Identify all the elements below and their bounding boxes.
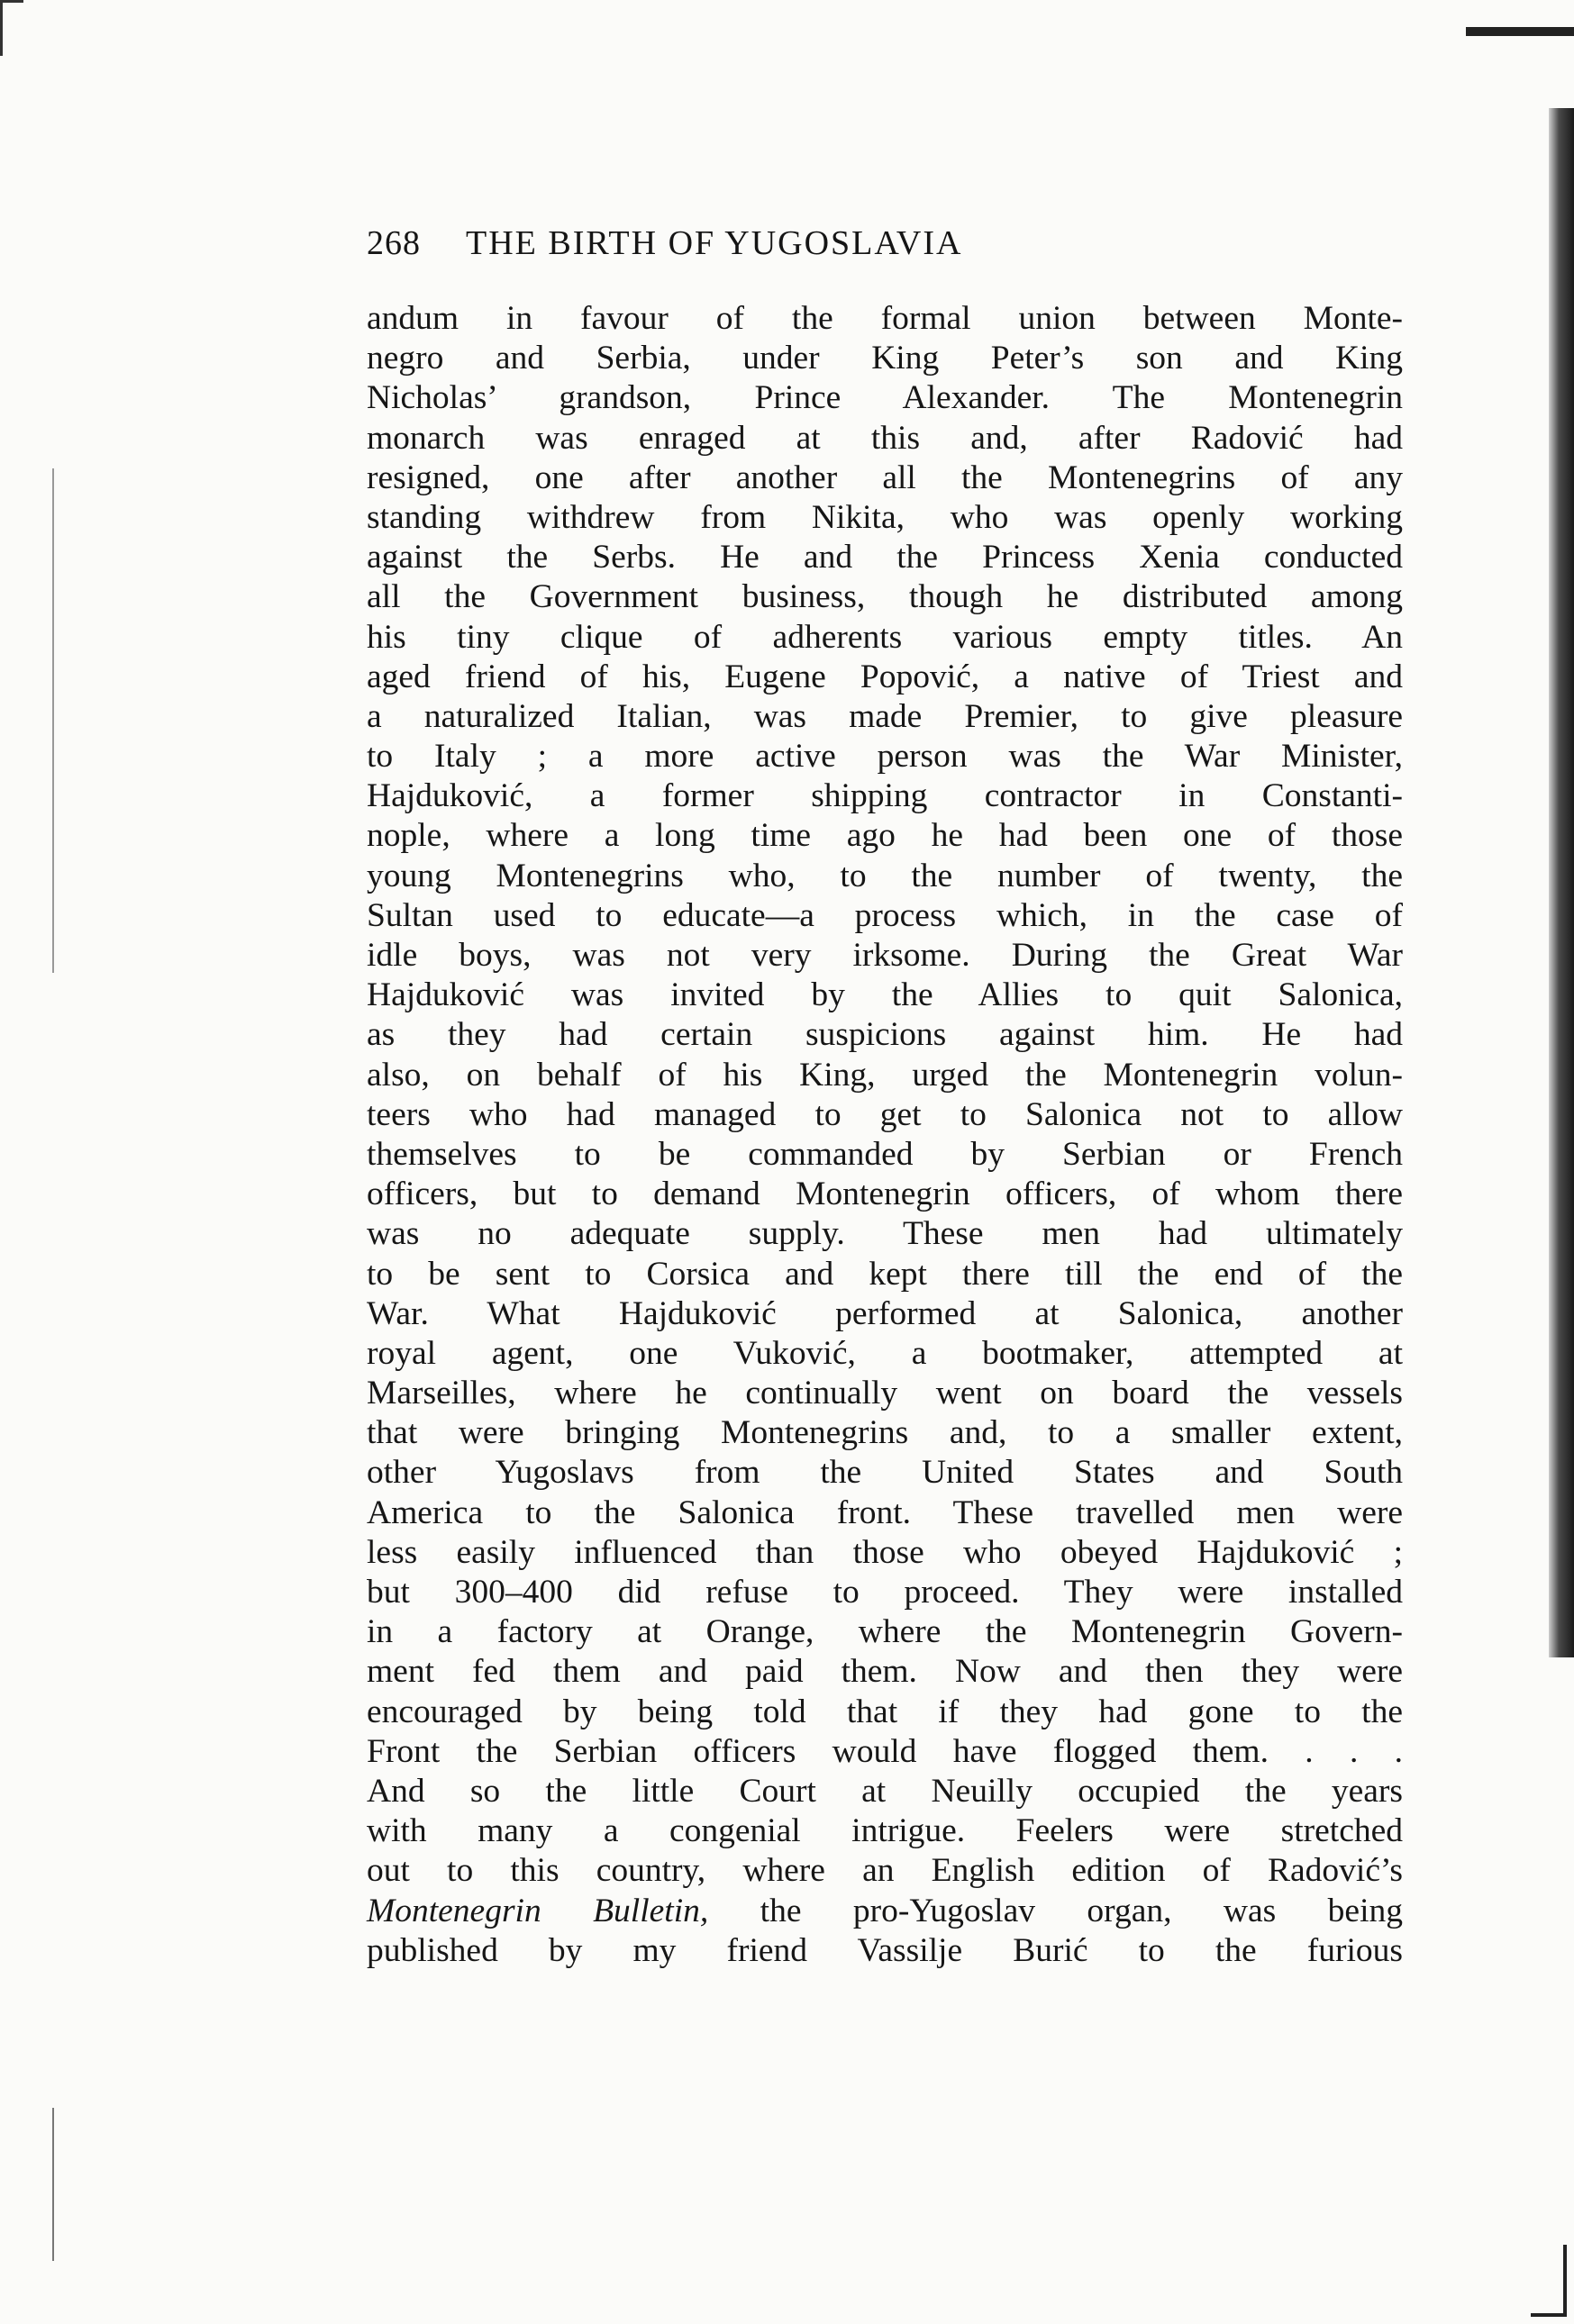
running-head: THE BIRTH OF YUGOSLAVIA: [466, 224, 963, 262]
text-line: young Montenegrins who, to the number of twenty, the: [367, 857, 1403, 894]
text-line: Sultan used to educate—a process which, in the case of: [367, 896, 1403, 934]
text-fragment: the pro-Yugoslav organ, was being: [708, 1892, 1403, 1929]
text-line: War. What Hajduković performed at Salonica, another: [367, 1294, 1403, 1332]
text-line: with many a congenial intrigue. Feelers were stretched: [367, 1812, 1403, 1850]
page-number: 268: [367, 224, 421, 262]
body-text: [367, 299, 1403, 1971]
text-line: out to this country, where an English edition of Radović’s: [367, 1852, 1403, 1890]
text-line: royal agent, one Vuković, a bootmaker, attempted at: [367, 1334, 1403, 1372]
text-line: as they had certain suspicions against him. He had: [367, 1016, 1403, 1054]
text-line: encouraged by being told that if they had gone to the: [367, 1693, 1403, 1730]
text-line: andum in favour of the formal union between Monte-: [367, 300, 1403, 337]
text-line: to be sent to Corsica and kept there till the end of the: [367, 1255, 1403, 1293]
text-line: America to the Salonica front. These travelled men were: [367, 1493, 1403, 1531]
page-header: [367, 223, 1403, 277]
scan-page-edge-shadow: [1549, 108, 1574, 1657]
text-line: but 300–400 did refuse to proceed. They were installed: [367, 1574, 1403, 1611]
text-line: themselves to be commanded by Serbian or French: [367, 1135, 1403, 1173]
text-line: teers who had managed to get to Salonica not to allow: [367, 1095, 1403, 1133]
text-line: And so the little Court at Neuilly occupied the years: [367, 1772, 1403, 1810]
text-line: Front the Serbian officers would have flogged them. . . .: [367, 1732, 1403, 1770]
scan-margin-mark: [52, 468, 54, 973]
scan-edge-mark: [1466, 27, 1574, 36]
text-line: in a factory at Orange, where the Montenegrin Govern-: [367, 1613, 1403, 1651]
text-line: a naturalized Italian, was made Premier, to give pleasure: [367, 697, 1403, 735]
text-line: ment fed them and paid them. Now and then they were: [367, 1653, 1403, 1691]
text-line: less easily influenced than those who obeyed Hajduković ;: [367, 1533, 1403, 1571]
text-line: published by my friend Vassilje Burić to the furious: [367, 1931, 1403, 1969]
text-line: Hajduković was invited by the Allies to quit Salonica,: [367, 976, 1403, 1014]
text-line: officers, but to demand Montenegrin officers, of whom there: [367, 1176, 1403, 1213]
text-line: that were bringing Montenegrins and, to a smaller extent,: [367, 1414, 1403, 1452]
text-line: negro and Serbia, under King Peter’s son and King: [367, 340, 1403, 377]
scan-margin-mark: [52, 2108, 54, 2261]
text-line: his tiny clique of adherents various empty titles. An: [367, 618, 1403, 656]
italic-publication-title: Montenegrin Bulletin,: [367, 1892, 709, 1929]
text-line: resigned, one after another all the Montenegrins of any: [367, 458, 1403, 496]
text-line: also, on behalf of his King, urged the Montenegrin volun-: [367, 1056, 1403, 1094]
text-line-with-italic-title: [367, 1892, 1403, 1931]
text-line: Nicholas’ grandson, Prince Alexander. The Montenegrin: [367, 379, 1403, 417]
text-line: to Italy ; a more active person was the War Minister,: [367, 738, 1403, 776]
text-line: against the Serbs. He and the Princess Xenia conducted: [367, 539, 1403, 576]
text-line: other Yugoslavs from the United States and South: [367, 1454, 1403, 1492]
text-line: all the Government business, though he distributed among: [367, 578, 1403, 616]
scan-edge-mark: [0, 0, 23, 56]
scan-corner-mark: [1531, 2245, 1567, 2317]
text-line: was no adequate supply. These men had ultimately: [367, 1215, 1403, 1253]
text-line: standing withdrew from Nikita, who was openly working: [367, 498, 1403, 536]
text-line: nople, where a long time ago he had been one of those: [367, 817, 1403, 855]
text-line: Marseilles, where he continually went on board the vessels: [367, 1375, 1403, 1412]
text-line: Hajduković, a former shipping contractor in Constanti-: [367, 777, 1403, 815]
text-line: monarch was enraged at this and, after Radović had: [367, 419, 1403, 457]
text-line: idle boys, was not very irksome. During the Great War: [367, 937, 1403, 974]
text-line: aged friend of his, Eugene Popović, a native of Triest and: [367, 658, 1403, 695]
